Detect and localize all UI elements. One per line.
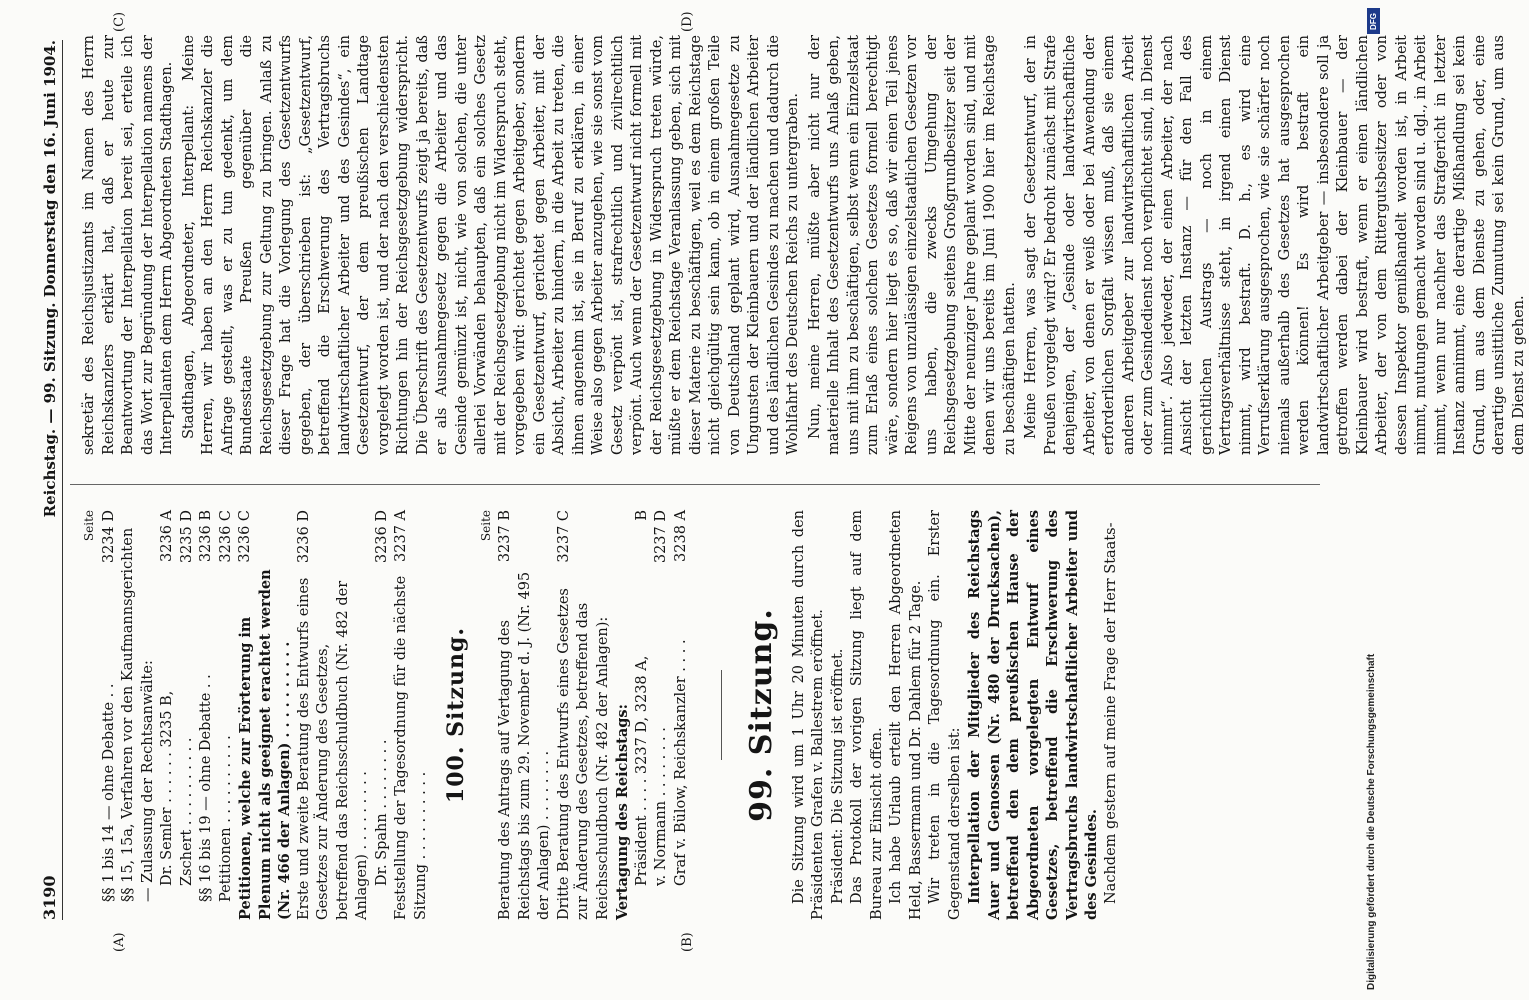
speech-stadthagen: Stadthagen, Abgeordneter, Interpellant: Meine Herren, wir haben an den Herrn Reichskanzler die Anfrage gestellt, was er zu tun gedenkt, um dem Bundesstaate Preußen gegenüber die Reichsgesetzgebung zur Geltung zu bringen. Anlaß zu dieser Frage hat die Vorlegung des Gesetzentwurfs gegeben, der überschrieben ist: „Gesetzentwurf, betreffend die Erschwerung des Vertragsbruchs landwirtschaftlicher Arbeiter und des Gesindes“, ein Gesetzentwurf, der dem preußischen Landtage vorgelegt worden ist, und der nach den verschiedensten Richtungen hin der Reichsgesetzgebung widerspricht. Die Überschrift des Gesetzentwurfs zeigt ja bereits, daß er als Ausnahmegesetz gegen die Arbeiter und das Gesinde gemünzt ist, nicht, wie von solchen, die unter allerlei Vorwänden behaupten, daß ein solches Gesetz mit der Reichsgesetzgebung nicht im Widerspruch steht, vorgegeben wird: gerichtet gegen Arbeitgeber, sondern ein Gesetzentwurf, gerichtet gegen Arbeiter, mit der Absicht, Arbeiter zu hindern, in die Arbeit zu treten, die ihnen angenehm ist, sie in Beruf zu erklären, in einer Weise also gegen Arbeiter anzugehen, wie sie sonst vom Gesetz verpönt ist, strafrechtlich und zivilrechtlich verpönt. Auch wenn der Gesetzentwurf nicht formell mit der Reichsgesetzgebung in Widerspruch treten würde, müßte er dem Reichstage Veranlassung geben, sich mit dieser Materie zu beschäftigen, weil es dem Reichstage nicht gleichgültig sein kann, ob in einem großen Teile von Deutschland geplant wird, Ausnahmegesetze zu Ungunsten der Kleinbauern und der ländlichen Arbeiter und des ländlichen Gesindes zu machen und dadurch die Wohlfahrt des Deutschen Reichs zu untergraben. bbox=[180, 35, 801, 455]
column-rule bbox=[70, 484, 1320, 485]
paragraph: Nachdem gestern auf meine Frage der Herr Staats- bbox=[1102, 522, 1119, 904]
section-title-100: 100. Sitzung. bbox=[443, 626, 469, 804]
margin-mark-d: (D) bbox=[680, 11, 695, 32]
dfg-logo: DFG bbox=[1367, 8, 1380, 34]
right-column bbox=[80, 35, 1527, 455]
divider bbox=[721, 670, 722, 760]
paragraph: Wir treten in die Tagesordnung ein. Erster Gegenstand derselben ist: bbox=[927, 510, 963, 920]
toc-entry: §§ 15, 15a, Verfahren vor den Kaufmannsgerichten — Zulassung der Rechtsanwälte: bbox=[120, 527, 156, 902]
toc-entry: Dr. Spahn . . . . . . . . 3236 D bbox=[373, 510, 390, 886]
toc-entry: Beratung des Antrags auf Vertagung des Reichstags bis zum 29. November d. J. (Nr. 495 der Anlagen) . . . . . . . . 3237 B bbox=[497, 510, 552, 920]
paragraph: Ich habe Urlaub erteilt den Herren Abgeordneten Held, Bassermann und Dr. Dahlem für 2 Tage. bbox=[888, 510, 924, 920]
toc-entry: Präsident . . . . 3237 D, 3238 A, B bbox=[633, 510, 650, 886]
page-number: 3190 bbox=[40, 875, 59, 920]
toc-entry: Erste und zweite Beratung des Entwurfs eines Gesetzes zur Änderung des Gesetzes, betreffend das Reichsschuldbuch (Nr. 482 der Anlagen) . . . . . . . . . 3236 D bbox=[295, 510, 370, 920]
toc-entry: §§ 16 bis 19 — ohne Debatte . . 3236 B bbox=[198, 510, 214, 902]
paragraph: Das Protokoll der vorigen Sitzung liegt auf dem Bureau zur Einsicht offen. bbox=[849, 510, 885, 920]
header-title: Reichstag. — 99. Sitzung. Donnerstag den 16. Juni 1904. bbox=[41, 40, 59, 518]
opening-paragraph: Die Sitzung wird um 1 Uhr 20 Minuten durch den Präsidenten Grafen v. Ballestrem eröffnet. bbox=[790, 510, 826, 920]
paragraph: Präsident: Die Sitzung ist eröffnet. bbox=[829, 648, 846, 904]
section-title-99: 99. Sitzung. bbox=[744, 608, 779, 822]
paragraph: Nun, meine Herren, müßte aber nicht nur der materielle Inhalt des Gesetzentwurfs uns Anlaß geben, uns mit ihm zu beschäftigen, selbst wenn ein Einzelstaat zum Erlaß eines solchen Gesetzes formell berechtigt wäre, sondern hier liegt es so, daß wir einen Teil jenes Reigens von unzulässigen einzelstaatlichen Gesetzen vor uns haben, die zwecks Umgehung der Reichsgesetzgebung seitens Großgrundbesitzer seit der Mitte der neunziger Jahre geplant worden sind, und mit denen wir uns bereits im Juni 1900 hier im Reichstage zu beschäftigen hatten. bbox=[806, 35, 1018, 455]
running-header bbox=[40, 40, 63, 920]
margin-mark-c: (C) bbox=[112, 11, 127, 32]
toc-entry: Petitionen, welche zur Erörterung im Plenum nicht als geeignet erachtet werden (Nr. 466 der Anlagen) . . . . . . . . . . 3236 C bbox=[237, 510, 293, 920]
digitization-note: Digitalisierung gefördert durch die Deutsche Forschungsgemeinschaft bbox=[1366, 653, 1377, 990]
seite-label: Seite bbox=[478, 510, 493, 542]
paragraph: Interpellation der Mitglieder des Reichstags Auer und Genossen (Nr. 480 der Drucksachen), betreffend den dem preußischen Hause der Abgeordneten vorgelegten Entwurf eines Gesetzes, betreffend die Erschwerung des Vertragsbruchs landwirtschaftlicher Arbeiter und des Gesindes. bbox=[966, 510, 1100, 920]
toc-entry: Graf v. Bülow, Reichskanzler . . . . 3238 A bbox=[672, 510, 689, 886]
paragraph: Meine Herren, was sagt der Gesetzentwurf, der in Preußen vorgelegt wird? Er bedroht zunächst mit Strafe denjenigen, der „Gesinde oder landwirtschaftliche Arbeiter, von denen er weiß oder bei Anwendung der erforderlichen Sorgfalt wissen muß, daß sie einem anderen Arbeitgeber zur landwirtschaftlichen Arbeit oder zum Gesindedienst noch verpflichtet sind, in Dienst nimmt“. Also jedweder, der einen Arbeiter, der nach Ansicht der letzten Instanz — für den Fall des gerichtlichen Austrags — noch in einem Vertragsverhältnisse steht, in irgend einen Dienst nimmt, wird bestraft. D. h., es wird eine Verrufserklärung ausgesprochen, wie sie schärfer noch niemals außerhalb des Gesetzes hat ausgesprochen werden können! Es wird bestraft ein landwirtschaftlicher Arbeitgeber — insbesondere soll ja getroffen werden dabei der Kleinbauer — der Kleinbauer wird bestraft, wenn er einen ländlichen Arbeiter, der von dem Rittergutsbesitzer oder von dessen Inspektor gemißhandelt worden ist, in Arbeit nimmt, mutungen gemacht worden sind u. dgl., in Arbeit nimmt, wenn nur nachher das Strafgericht in letzter Instanz annimmt, eine derartige Mißhandlung sei kein Grund, um aus dem Dienste zu gehen, oder, eine derartige unsittliche Zumutung sei kein Grund, um aus dem Dienst zu gehen. bbox=[1023, 35, 1527, 455]
toc-entry: §§ 1 bis 14 — ohne Debatte . . 3234 D bbox=[100, 510, 117, 902]
toc-entry: Petitionen . . . . . . . . . . 3236 C bbox=[217, 510, 234, 902]
toc-entry: Dr. Semler . . . . . . 3235 B, 3236 A bbox=[159, 510, 175, 886]
paragraph: sekretär des Reichsjustizamts im Namen des Herrn Reichskanzlers erklärt hat, daß er heute zur Beantwortung der Interpellation bereit sei, erteile ich das Wort zur Begründung der Interpellation namens der Interpellanten dem Herrn Abgeordneten Stadthagen. bbox=[81, 35, 175, 455]
toc-entry: Dritte Beratung des Entwurfs eines Gesetzes zur Änderung des Gesetzes, betreffend das Reichsschuldbuch (Nr. 482 der Anlagen): 3237 C bbox=[555, 510, 611, 920]
toc-entry: Feststellung der Tagesordnung für die nächste Sitzung . . . . . . . . . . 3237 A bbox=[393, 510, 429, 920]
seite-label: Seite bbox=[82, 510, 96, 542]
margin-mark-a: (A) bbox=[112, 932, 127, 952]
toc-entry: Vertagung des Reichstags: bbox=[614, 704, 631, 920]
toc-entry: v. Normann . . . . . . . . 3237 D bbox=[653, 510, 669, 886]
margin-mark-b: (B) bbox=[680, 932, 695, 952]
left-column bbox=[80, 510, 1320, 920]
toc-entry: Zschert . . . . . . . . . . 3235 D bbox=[178, 510, 195, 886]
